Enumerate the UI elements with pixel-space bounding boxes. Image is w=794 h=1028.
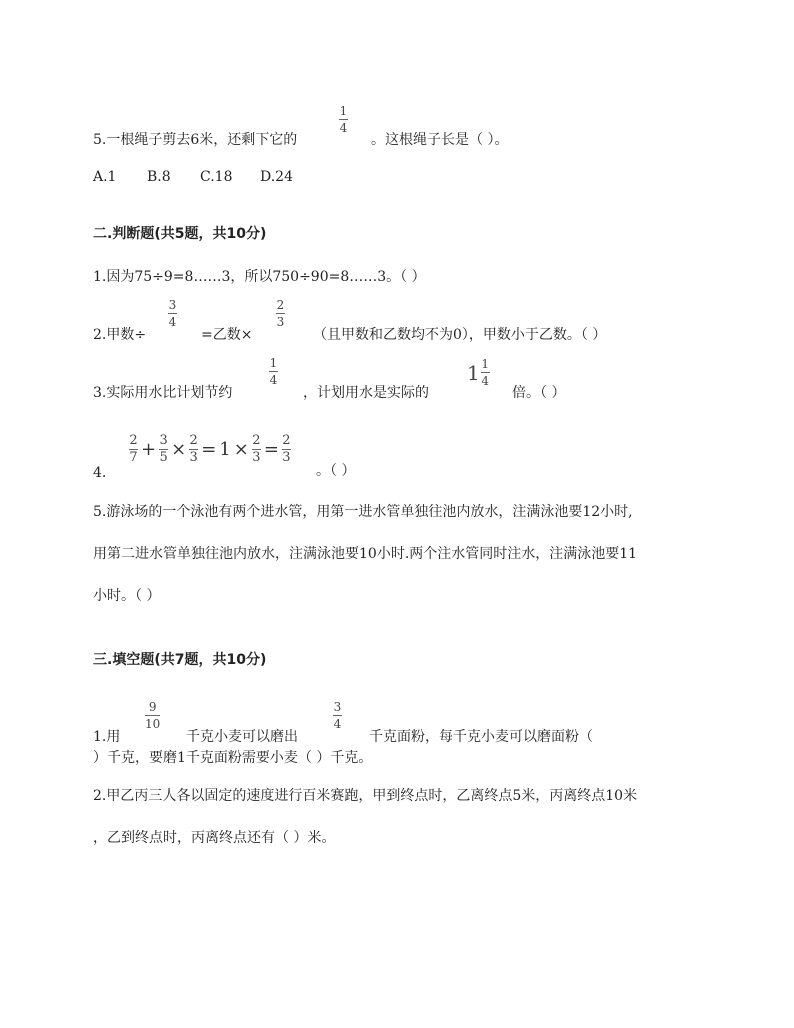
fraction-bar bbox=[339, 119, 348, 120]
numerator: 3 bbox=[159, 433, 168, 448]
fraction-bar bbox=[145, 715, 160, 716]
numerator: 1 bbox=[339, 104, 348, 118]
s3-q2-line-2: ，乙到终点时，丙离终点还有（ ）米。 bbox=[93, 830, 336, 846]
equals-sign: = bbox=[263, 439, 279, 460]
s3-q1-fraction-2 bbox=[333, 700, 342, 731]
denominator: 4 bbox=[269, 373, 278, 387]
denominator: 4 bbox=[333, 717, 342, 731]
s2-q5-line-1: 5.游泳场的一个泳池有两个进水管，用第一进水管单独往池内放水，注满泳池要12小时, bbox=[93, 504, 633, 520]
denominator: 3 bbox=[282, 450, 291, 465]
s2-q3-text-c: 倍。（ ） bbox=[512, 385, 566, 401]
fraction-bar bbox=[269, 371, 278, 372]
mixed-fraction bbox=[481, 357, 490, 388]
denominator: 3 bbox=[189, 450, 198, 465]
denominator: 5 bbox=[159, 450, 168, 465]
q5-option-a: A.1 bbox=[93, 169, 117, 185]
eq-fraction-2 bbox=[159, 434, 168, 465]
s2-q3-text-b: ，计划用水是实际的 bbox=[303, 385, 429, 401]
denominator: 3 bbox=[252, 450, 261, 465]
fraction-bar bbox=[481, 372, 490, 373]
numerator: 3 bbox=[168, 298, 177, 312]
eq-fraction-4 bbox=[252, 434, 261, 465]
fraction-bar bbox=[168, 313, 177, 314]
denominator: 4 bbox=[168, 315, 177, 329]
numerator: 1 bbox=[269, 356, 278, 370]
q5-text-b: 。这根绳子长是（ ）。 bbox=[371, 132, 509, 148]
denominator: 4 bbox=[481, 374, 490, 388]
denominator: 7 bbox=[129, 450, 138, 465]
s2-q4-label: 4. bbox=[93, 465, 107, 481]
q5-option-d: D.24 bbox=[260, 169, 293, 185]
s3-q1-fraction-1 bbox=[145, 700, 160, 731]
s2-q3-text-a: 3.实际用水比计划节约 bbox=[93, 385, 233, 401]
s2-q4-tail: 。（ ） bbox=[316, 463, 356, 479]
s3-q1-line-2: ）千克，要磨1千克面粉需要小麦（ ）千克。 bbox=[93, 750, 373, 766]
mixed-whole: 1 bbox=[467, 360, 480, 385]
denominator: 10 bbox=[145, 717, 161, 731]
s2-q1: 1.因为75÷9=8……3，所以750÷90=8……3。（ ） bbox=[93, 269, 426, 285]
s2-q2-text-a: 2.甲数÷ bbox=[93, 327, 147, 343]
s2-q5-line-2: 用第二进水管单独往池内放水，注满泳池要10小时.两个注水管同时注水，注满泳池要11 bbox=[93, 546, 638, 562]
s2-q5-line-3: 小时。（ ） bbox=[93, 588, 161, 604]
q5-text-a: 5.一根绳子剪去6米，还剩下它的 bbox=[93, 132, 298, 148]
s2-q2-text-b: =乙数× bbox=[201, 327, 253, 343]
s2-q2-fraction-1 bbox=[168, 298, 177, 329]
s3-q2-line-1: 2.甲乙丙三人各以固定的速度进行百米赛跑，甲到终点时，乙离终点5米，丙离终点10米 bbox=[93, 788, 638, 804]
times-sign: × bbox=[233, 439, 249, 460]
fraction-bar bbox=[276, 313, 285, 314]
eq-fraction-1 bbox=[129, 434, 138, 465]
numerator: 1 bbox=[481, 357, 490, 371]
numerator: 3 bbox=[333, 700, 342, 714]
equals-sign: = bbox=[201, 439, 217, 460]
s2-q4-equation bbox=[128, 434, 292, 465]
denominator: 3 bbox=[276, 315, 285, 329]
plus-sign: + bbox=[141, 439, 157, 460]
section2-title: 二.判断题(共5题，共10分) bbox=[93, 226, 267, 242]
s3-q1-text-c: 千克面粉，每千克小麦可以磨面粉（ bbox=[369, 729, 593, 745]
s3-q1-text-b: 千克小麦可以磨出 bbox=[186, 729, 298, 745]
times-sign: × bbox=[171, 439, 187, 460]
s3-q1-text-a: 1.用 bbox=[93, 729, 121, 745]
s2-q3-fraction bbox=[269, 356, 278, 387]
eq-fraction-5 bbox=[282, 434, 291, 465]
fraction-bar bbox=[333, 715, 342, 716]
numerator: 2 bbox=[282, 433, 291, 448]
s2-q3-mixed-number bbox=[467, 357, 490, 388]
numerator: 9 bbox=[148, 700, 157, 714]
q5-fraction bbox=[339, 104, 348, 135]
s2-q2-text-c: （且甲数和乙数均不为0），甲数小于乙数。（ ） bbox=[313, 327, 607, 343]
numerator: 2 bbox=[252, 433, 261, 448]
q5-option-b: B.8 bbox=[147, 169, 171, 185]
numerator: 2 bbox=[129, 433, 138, 448]
section3-title: 三.填空题(共7题，共10分) bbox=[93, 652, 267, 668]
numerator: 2 bbox=[189, 433, 198, 448]
s2-q2-fraction-2 bbox=[276, 298, 285, 329]
numerator: 2 bbox=[276, 298, 285, 312]
eq-fraction-3 bbox=[189, 434, 198, 465]
q5-option-c: C.18 bbox=[200, 169, 233, 185]
denominator: 4 bbox=[339, 121, 348, 135]
number-one: 1 bbox=[219, 439, 231, 460]
